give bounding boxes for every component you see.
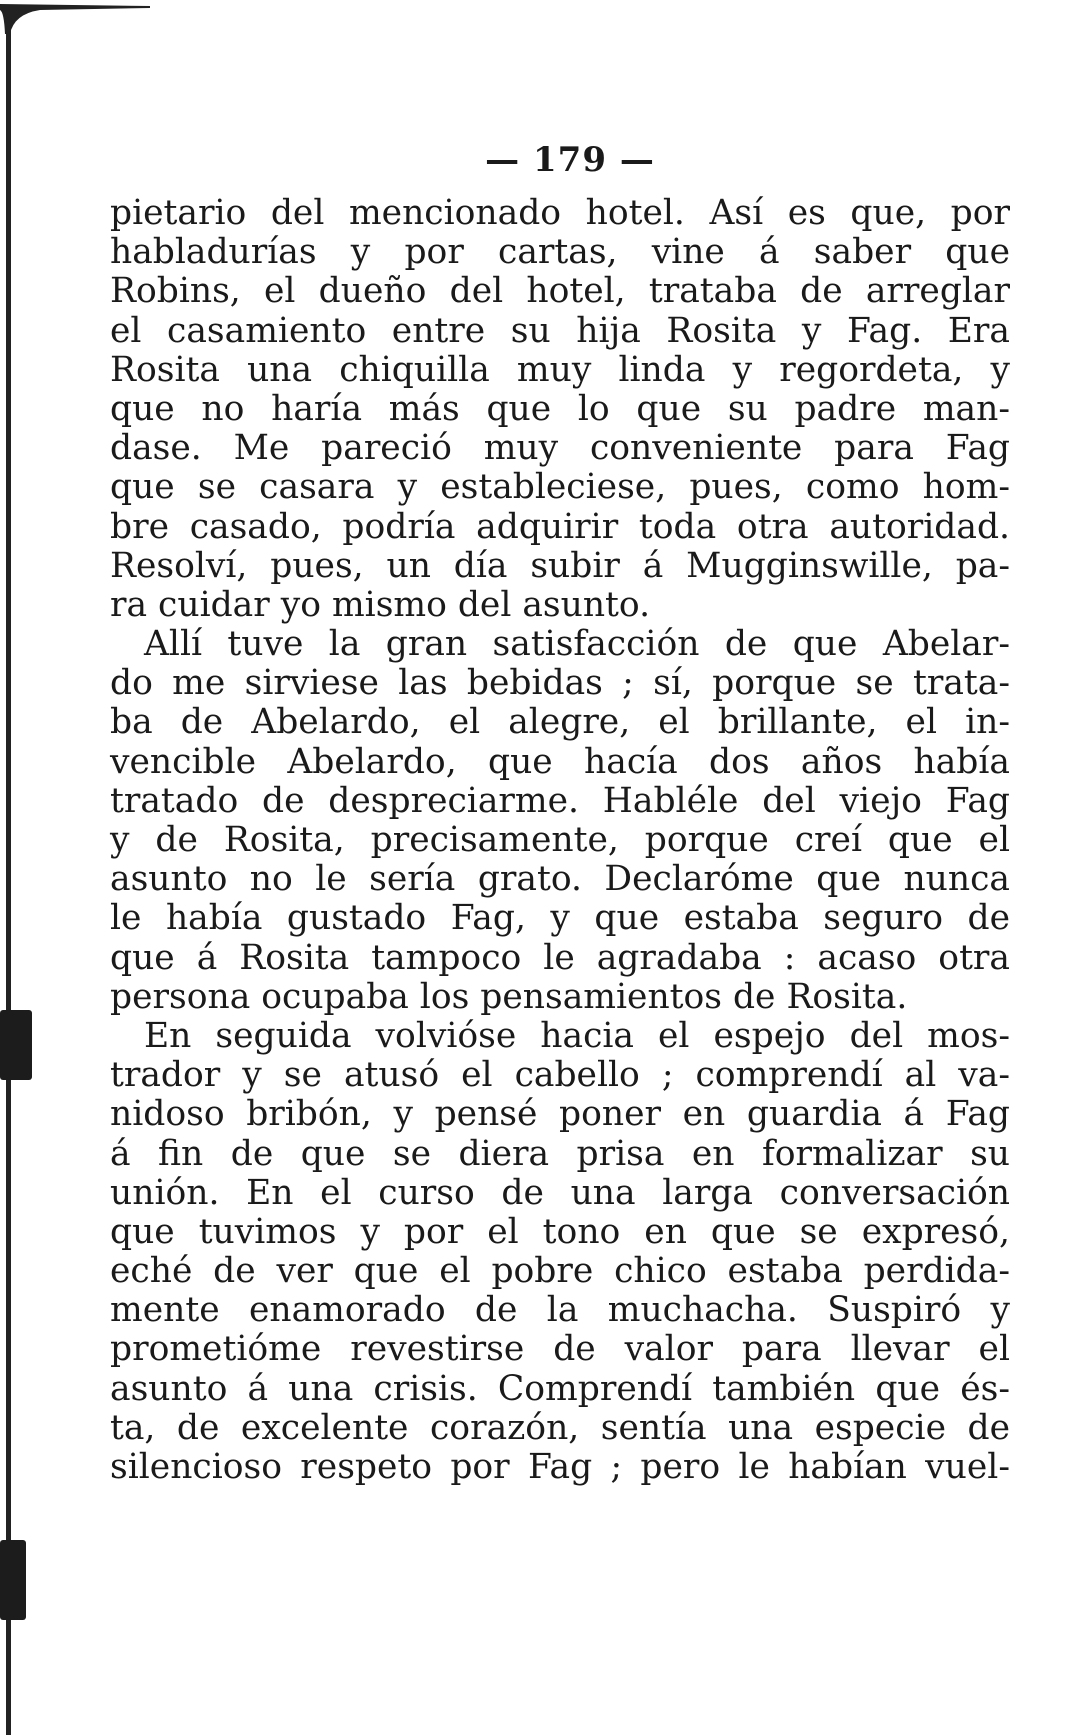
text-line: que á Rosita tampoco le agradaba : acaso otra — [110, 937, 1010, 978]
text-line: habladurías y por cartas, vine á saber que — [110, 232, 1010, 273]
binding-line — [6, 28, 11, 1735]
binding-blot — [0, 1010, 32, 1080]
binding-blot — [0, 1540, 26, 1620]
text-line: que se casara y estableciese, pues, como hom- — [110, 467, 1010, 508]
text-line: que tuvimos y por el tono en que se expresó, — [110, 1211, 1010, 1252]
text-line: persona ocupaba los pensamientos de Rosita. — [110, 976, 908, 1017]
text-line: unión. En el curso de una larga conversación — [110, 1172, 1010, 1213]
text-line: nidoso bribón, y pensé poner en guardia á Fag — [110, 1094, 1010, 1135]
text-line: eché de ver que el pobre chico estaba perdida- — [110, 1251, 1010, 1292]
text-line: mente enamorado de la muchacha. Suspiró y — [110, 1290, 1010, 1331]
text-line: ba de Abelardo, el alegre, el brillante, el in- — [110, 702, 1010, 743]
text-line: y de Rosita, precisamente, porque creí que el — [110, 820, 1010, 860]
book-spine-edge — [0, 0, 38, 1735]
text-line: asunto á una crisis. Comprendí también que és- — [110, 1368, 1010, 1409]
text-line: Resolví, pues, un día subir á Mugginswille, pa- — [110, 545, 1010, 586]
text-line: ta, de excelente corazón, sentía una especie de — [110, 1407, 1010, 1448]
text-line: trador y se atusó el cabello ; comprendí al va- — [110, 1055, 1010, 1096]
text-line: dase. Me pareció muy conveniente para Fag — [110, 428, 1010, 469]
text-line: tratado de despreciarme. Habléle del viejo Fag — [110, 780, 1010, 821]
text-line: vencible Abelardo, que hacía dos años había — [110, 741, 1010, 782]
binding-curve — [0, 0, 150, 34]
body-text — [110, 194, 1010, 1487]
text-line: silencioso respeto por Fag ; pero le habían vuel- — [110, 1447, 1010, 1487]
page-number: — 179 — — [485, 140, 655, 180]
text-line: ra cuidar yo mismo del asunto. — [110, 584, 651, 625]
text-line: el casamiento entre su hija Rosita y Fag. Era — [110, 310, 1010, 351]
text-line: Allí tuve la gran satisfacción de que Abelar- — [144, 624, 1010, 665]
text-line: que no haría más que lo que su padre man- — [110, 388, 1010, 429]
text-line: le había gustado Fag, y que estaba seguro de — [110, 898, 1010, 939]
text-line: Robins, el dueño del hotel, trataba de arreglar — [110, 271, 1010, 312]
text-line: prometióme revestirse de valor para llevar el — [110, 1329, 1010, 1370]
text-line: do me sirviese las bebidas ; sí, porque se trata- — [110, 663, 1010, 704]
text-line: En seguida volvióse hacia el espejo del mos- — [144, 1015, 1010, 1056]
text-line: pietario del mencionado hotel. Así es que, por — [110, 193, 1010, 233]
text-line: á fin de que se diera prisa en formalizar su — [110, 1133, 1010, 1174]
text-line: asunto no le sería grato. Declaróme que nunca — [110, 859, 1010, 900]
book-page — [110, 140, 1010, 1487]
text-line: Rosita una chiquilla muy linda y regordeta, y — [110, 349, 1010, 390]
text-line: bre casado, podría adquirir toda otra autoridad. — [110, 506, 1010, 547]
